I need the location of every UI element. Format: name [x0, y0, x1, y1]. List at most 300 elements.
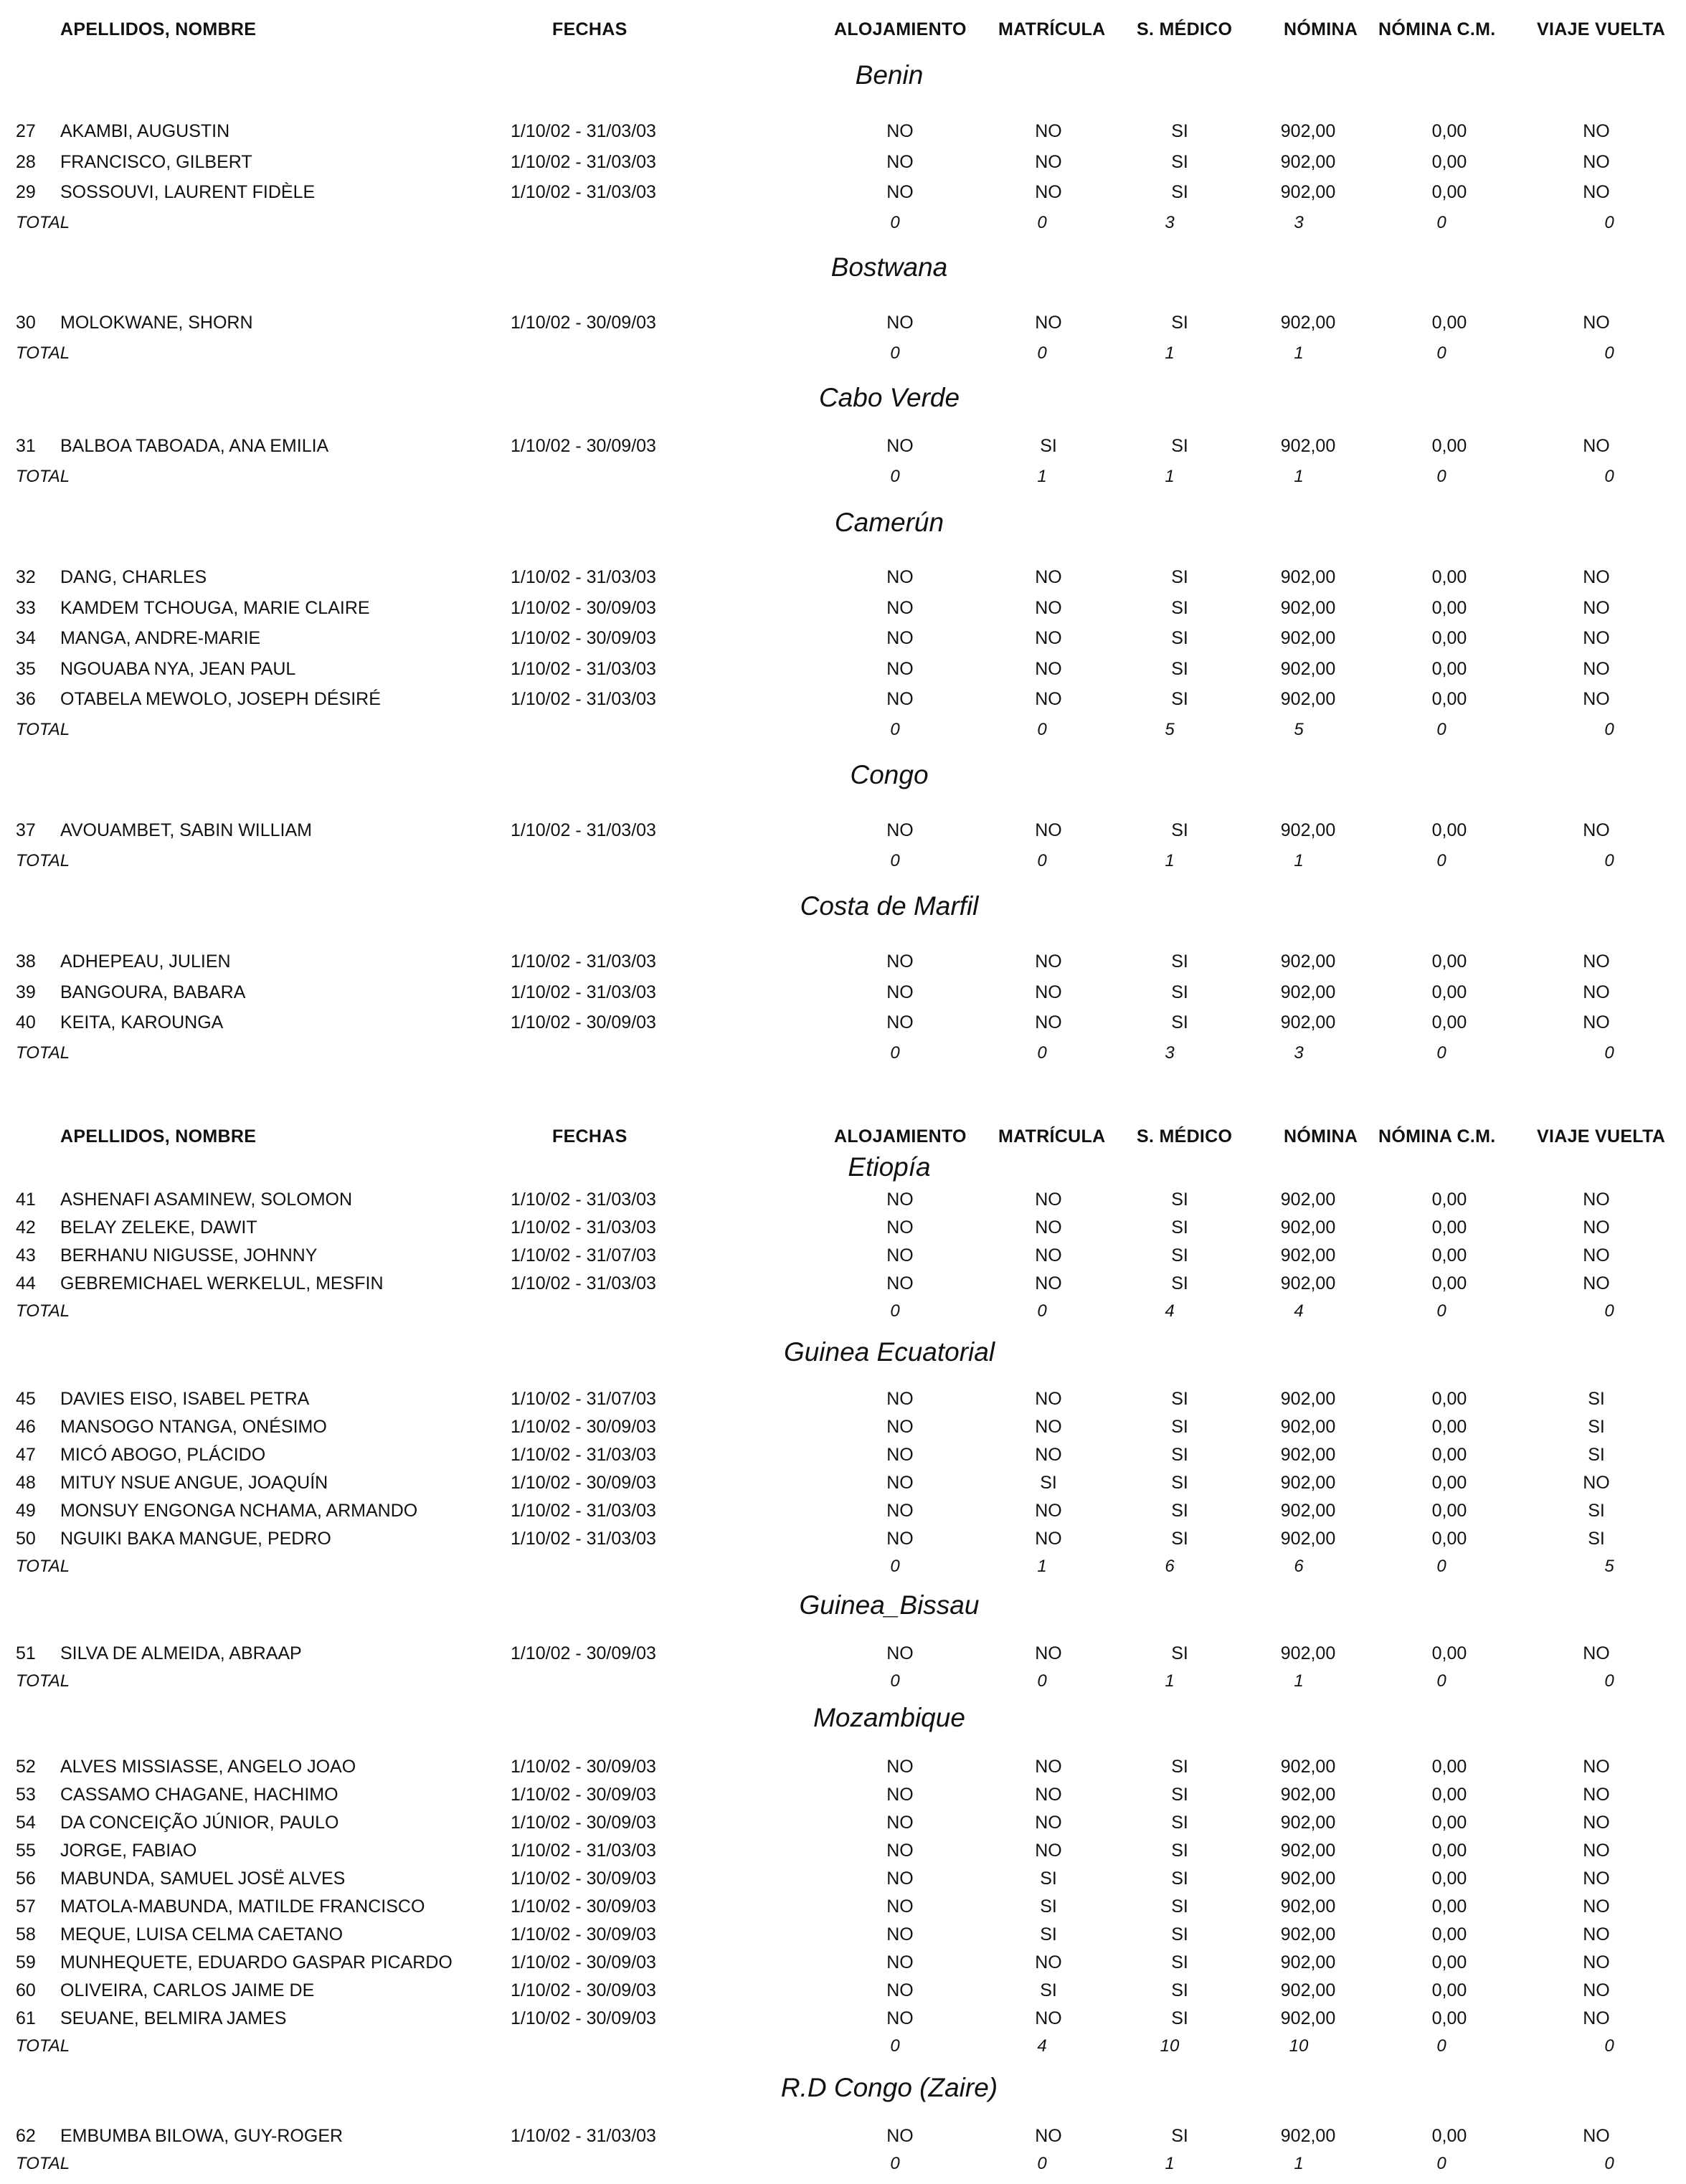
person-name: ALVES MISSIASSE, ANGELO JOAO: [60, 1757, 356, 1777]
nomina-total: 10: [1289, 2036, 1309, 2056]
total-row: [0, 1671, 1686, 1701]
s-medico-value: SI: [1171, 567, 1188, 587]
row-number: 54: [16, 1813, 36, 1833]
date-range: 1/10/02 - 30/09/03: [511, 1869, 656, 1889]
person-name: AVOUAMBET, SABIN WILLIAM: [60, 820, 313, 840]
matricula-total: 0: [1037, 1671, 1047, 1691]
row-number: 41: [16, 1190, 36, 1210]
matricula-value: SI: [1040, 1896, 1057, 1917]
nomina-cm-value: 0,00: [1431, 182, 1467, 202]
row-number: 43: [16, 1245, 36, 1266]
country-heading: [0, 1703, 1686, 1739]
nomina-value: 902,00: [1280, 1785, 1336, 1805]
nomina-cm-value: 0,00: [1431, 313, 1467, 333]
s-medico-value: SI: [1171, 1445, 1188, 1465]
nomina-cm-value: 0,00: [1431, 1190, 1467, 1210]
total-label: TOTAL: [16, 212, 70, 232]
table-row: [0, 1190, 1686, 1220]
table-row: [0, 121, 1686, 151]
s-medico-total: 1: [1165, 850, 1175, 870]
alojamiento-value: NO: [886, 182, 914, 202]
nomina-cm-value: 0,00: [1431, 1473, 1467, 1493]
person-name: BELAY ZELEKE, DAWIT: [60, 1217, 257, 1238]
nomina-total: 3: [1294, 1043, 1304, 1063]
row-number: 45: [16, 1389, 36, 1409]
total-label: TOTAL: [16, 466, 70, 486]
nomina-cm-value: 0,00: [1431, 951, 1467, 972]
alojamiento-value: NO: [886, 1813, 914, 1833]
header-viaje-vuelta: VIAJE VUELTA: [1537, 1126, 1666, 1146]
viaje-vuelta-value: NO: [1583, 182, 1610, 202]
s-medico-value: SI: [1171, 1980, 1188, 2000]
nomina-cm-value: 0,00: [1431, 628, 1467, 648]
row-number: 51: [16, 1643, 36, 1663]
nomina-value: 902,00: [1280, 1217, 1336, 1238]
total-row: [0, 1301, 1686, 1331]
nomina-value: 902,00: [1280, 658, 1336, 679]
nomina-cm-value: 0,00: [1431, 658, 1467, 679]
header-matricula: MATRÍCULA: [998, 19, 1106, 39]
nomina-value: 902,00: [1280, 597, 1336, 618]
person-name: NGUIKI BAKA MANGUE, PEDRO: [60, 1529, 331, 1549]
date-range: 1/10/02 - 30/09/03: [511, 436, 656, 456]
matricula-value: NO: [1035, 1529, 1062, 1549]
table-row: [0, 1445, 1686, 1475]
country-heading: [0, 1590, 1686, 1626]
person-name: MABUNDA, SAMUEL JOSË ALVES: [60, 1869, 346, 1889]
nomina-total: 1: [1294, 466, 1304, 486]
date-range: 1/10/02 - 30/09/03: [511, 1952, 656, 1972]
alojamiento-value: NO: [886, 1841, 914, 1861]
viaje-vuelta-value: NO: [1583, 658, 1610, 679]
matricula-value: NO: [1035, 1012, 1062, 1032]
nomina-value: 902,00: [1280, 820, 1336, 840]
viaje-vuelta-value: NO: [1583, 1980, 1610, 2000]
nomina-cm-total: 0: [1436, 2154, 1446, 2173]
viaje-vuelta-value: NO: [1583, 313, 1610, 333]
viaje-vuelta-value: NO: [1583, 1841, 1610, 1861]
matricula-total: 0: [1037, 212, 1047, 232]
row-number: 58: [16, 1924, 36, 1945]
row-number: 37: [16, 820, 36, 840]
alojamiento-value: NO: [886, 1785, 914, 1805]
nomina-cm-value: 0,00: [1431, 1757, 1467, 1777]
nomina-cm-value: 0,00: [1431, 2126, 1467, 2146]
nomina-value: 902,00: [1280, 436, 1336, 456]
matricula-value: NO: [1035, 2008, 1062, 2028]
s-medico-value: SI: [1171, 982, 1188, 1002]
table-row: [0, 1869, 1686, 1899]
alojamiento-value: NO: [886, 121, 914, 141]
person-name: MONSUY ENGONGA NCHAMA, ARMANDO: [60, 1501, 418, 1521]
alojamiento-value: NO: [886, 1952, 914, 1972]
header-s-medico: S. MÉDICO: [1137, 1126, 1233, 1146]
row-number: 28: [16, 151, 36, 172]
s-medico-value: SI: [1171, 1896, 1188, 1917]
date-range: 1/10/02 - 30/09/03: [511, 2008, 656, 2028]
table-row: [0, 1245, 1686, 1276]
alojamiento-value: NO: [886, 313, 914, 333]
alojamiento-value: NO: [886, 151, 914, 172]
row-number: 30: [16, 313, 36, 333]
country-name: Mozambique: [813, 1703, 965, 1732]
alojamiento-value: NO: [886, 658, 914, 679]
country-name: Guinea Ecuatorial: [783, 1337, 995, 1367]
nomina-cm-total: 0: [1436, 466, 1446, 486]
s-medico-value: SI: [1171, 436, 1188, 456]
row-number: 48: [16, 1473, 36, 1493]
viaje-vuelta-value: NO: [1583, 1785, 1610, 1805]
person-name: OLIVEIRA, CARLOS JAIME DE: [60, 1980, 315, 2000]
row-number: 42: [16, 1217, 36, 1238]
table-row: [0, 1757, 1686, 1787]
date-range: 1/10/02 - 31/03/03: [511, 1529, 656, 1549]
matricula-total: 1: [1037, 1557, 1047, 1576]
table-row: [0, 313, 1686, 343]
row-number: 31: [16, 436, 36, 456]
nomina-cm-total: 0: [1436, 1671, 1446, 1691]
alojamiento-value: NO: [886, 1924, 914, 1945]
alojamiento-value: NO: [886, 1245, 914, 1266]
viaje-vuelta-value: NO: [1583, 1190, 1610, 1210]
nomina-cm-value: 0,00: [1431, 436, 1467, 456]
nomina-cm-value: 0,00: [1431, 1273, 1467, 1293]
s-medico-total: 5: [1165, 719, 1175, 739]
viaje-vuelta-value: NO: [1583, 2008, 1610, 2028]
header-fechas: FECHAS: [552, 19, 627, 39]
table-row: [0, 1473, 1686, 1503]
alojamiento-total: 0: [890, 1557, 900, 1576]
viaje-vuelta-value: NO: [1583, 820, 1610, 840]
date-range: 1/10/02 - 31/03/03: [511, 1445, 656, 1465]
alojamiento-total: 0: [890, 719, 900, 739]
total-label: TOTAL: [16, 2154, 70, 2173]
total-row: [0, 1043, 1686, 1073]
table-row: [0, 982, 1686, 1012]
row-number: 50: [16, 1529, 36, 1549]
viaje-vuelta-total: 0: [1604, 2154, 1614, 2173]
nomina-cm-value: 0,00: [1431, 1445, 1467, 1465]
date-range: 1/10/02 - 31/03/03: [511, 1190, 656, 1210]
viaje-vuelta-value: SI: [1588, 1417, 1605, 1437]
date-range: 1/10/02 - 30/09/03: [511, 1924, 656, 1945]
alojamiento-total: 0: [890, 466, 900, 486]
nomina-cm-value: 0,00: [1431, 1869, 1467, 1889]
nomina-value: 902,00: [1280, 2126, 1336, 2146]
date-range: 1/10/02 - 30/09/03: [511, 1417, 656, 1437]
nomina-value: 902,00: [1280, 1643, 1336, 1663]
matricula-value: NO: [1035, 820, 1062, 840]
viaje-vuelta-value: NO: [1583, 121, 1610, 141]
viaje-vuelta-total: 0: [1604, 1301, 1614, 1321]
viaje-vuelta-value: NO: [1583, 1757, 1610, 1777]
date-range: 1/10/02 - 31/03/03: [511, 820, 656, 840]
table-row: [0, 1841, 1686, 1871]
s-medico-value: SI: [1171, 182, 1188, 202]
viaje-vuelta-value: NO: [1583, 2126, 1610, 2146]
s-medico-value: SI: [1171, 628, 1188, 648]
nomina-value: 902,00: [1280, 1445, 1336, 1465]
header-alojamiento: ALOJAMIENTO: [834, 19, 967, 39]
total-label: TOTAL: [16, 1557, 70, 1576]
row-number: 53: [16, 1785, 36, 1805]
table-row: [0, 182, 1686, 212]
s-medico-value: SI: [1171, 1952, 1188, 1972]
row-number: 47: [16, 1445, 36, 1465]
date-range: 1/10/02 - 31/03/03: [511, 1217, 656, 1238]
table-row: [0, 152, 1686, 182]
nomina-cm-total: 0: [1436, 719, 1446, 739]
nomina-value: 902,00: [1280, 1813, 1336, 1833]
nomina-value: 902,00: [1280, 1869, 1336, 1889]
viaje-vuelta-value: NO: [1583, 689, 1610, 709]
s-medico-value: SI: [1171, 1245, 1188, 1266]
nomina-cm-total: 0: [1436, 343, 1446, 363]
alojamiento-value: NO: [886, 689, 914, 709]
alojamiento-value: NO: [886, 1190, 914, 1210]
nomina-total: 5: [1294, 719, 1304, 739]
s-medico-value: SI: [1171, 597, 1188, 618]
header-viaje-vuelta: VIAJE VUELTA: [1537, 19, 1666, 39]
matricula-value: NO: [1035, 658, 1062, 679]
nomina-cm-value: 0,00: [1431, 1896, 1467, 1917]
matricula-value: NO: [1035, 121, 1062, 141]
alojamiento-total: 0: [890, 2154, 900, 2173]
country-heading: [0, 2073, 1686, 2109]
s-medico-total: 3: [1165, 1043, 1175, 1063]
header-nomina: NÓMINA: [1284, 19, 1358, 39]
country-name: Guinea_Bissau: [799, 1590, 980, 1620]
viaje-vuelta-value: NO: [1583, 951, 1610, 972]
header-nomina: NÓMINA: [1284, 1126, 1358, 1146]
s-medico-value: SI: [1171, 121, 1188, 141]
nomina-cm-value: 0,00: [1431, 597, 1467, 618]
date-range: 1/10/02 - 30/09/03: [511, 313, 656, 333]
viaje-vuelta-value: NO: [1583, 1273, 1610, 1293]
country-heading: [0, 383, 1686, 419]
date-range: 1/10/02 - 30/09/03: [511, 1785, 656, 1805]
matricula-value: NO: [1035, 1417, 1062, 1437]
table-row: [0, 1785, 1686, 1815]
row-number: 40: [16, 1012, 36, 1032]
nomina-value: 902,00: [1280, 628, 1336, 648]
matricula-value: SI: [1040, 1869, 1057, 1889]
date-range: 1/10/02 - 31/03/03: [511, 1501, 656, 1521]
country-name: R.D Congo (Zaire): [780, 2073, 998, 2102]
s-medico-total: 1: [1165, 1671, 1175, 1691]
person-name: BANGOURA, BABARA: [60, 982, 246, 1002]
date-range: 1/10/02 - 30/09/03: [511, 1643, 656, 1663]
alojamiento-value: NO: [886, 628, 914, 648]
viaje-vuelta-value: NO: [1583, 1896, 1610, 1917]
country-heading: [0, 1337, 1686, 1373]
viaje-vuelta-value: NO: [1583, 1643, 1610, 1663]
nomina-value: 902,00: [1280, 567, 1336, 587]
country-heading: [0, 252, 1686, 288]
s-medico-value: SI: [1171, 1869, 1188, 1889]
nomina-cm-value: 0,00: [1431, 1529, 1467, 1549]
person-name: OTABELA MEWOLO, JOSEPH DÉSIRÉ: [60, 689, 381, 709]
country-name: Etiopía: [848, 1152, 931, 1182]
country-heading: [0, 508, 1686, 543]
s-medico-value: SI: [1171, 1813, 1188, 1833]
nomina-value: 902,00: [1280, 1245, 1336, 1266]
s-medico-value: SI: [1171, 820, 1188, 840]
s-medico-total: 4: [1165, 1301, 1175, 1321]
date-range: 1/10/02 - 30/09/03: [511, 1896, 656, 1917]
person-name: SOSSOUVI, LAURENT FIDÈLE: [60, 182, 316, 202]
nomina-total: 3: [1294, 212, 1304, 232]
matricula-total: 4: [1037, 2036, 1047, 2056]
matricula-value: NO: [1035, 1813, 1062, 1833]
nomina-value: 902,00: [1280, 1757, 1336, 1777]
date-range: 1/10/02 - 31/03/03: [511, 982, 656, 1002]
alojamiento-value: NO: [886, 1757, 914, 1777]
matricula-total: 0: [1037, 850, 1047, 870]
header-fechas: FECHAS: [552, 1126, 627, 1146]
matricula-value: NO: [1035, 567, 1062, 587]
row-number: 55: [16, 1841, 36, 1861]
nomina-cm-value: 0,00: [1431, 689, 1467, 709]
nomina-cm-value: 0,00: [1431, 1813, 1467, 1833]
matricula-value: NO: [1035, 1190, 1062, 1210]
total-label: TOTAL: [16, 1301, 70, 1321]
s-medico-value: SI: [1171, 1757, 1188, 1777]
date-range: 1/10/02 - 30/09/03: [511, 1473, 656, 1493]
nomina-cm-value: 0,00: [1431, 982, 1467, 1002]
matricula-value: NO: [1035, 1501, 1062, 1521]
nomina-total: 6: [1294, 1557, 1304, 1576]
table-row: [0, 1924, 1686, 1955]
person-name: MATOLA-MABUNDA, MATILDE FRANCISCO: [60, 1896, 425, 1917]
s-medico-value: SI: [1171, 1785, 1188, 1805]
viaje-vuelta-total: 0: [1604, 466, 1614, 486]
total-row: [0, 213, 1686, 243]
viaje-vuelta-value: NO: [1583, 1245, 1610, 1266]
matricula-value: NO: [1035, 982, 1062, 1002]
total-row: [0, 343, 1686, 374]
nomina-cm-value: 0,00: [1431, 1501, 1467, 1521]
s-medico-value: SI: [1171, 689, 1188, 709]
row-number: 35: [16, 658, 36, 679]
alojamiento-value: NO: [886, 1445, 914, 1465]
table-row: [0, 1217, 1686, 1248]
table-row: [0, 1896, 1686, 1927]
date-range: 1/10/02 - 31/03/03: [511, 658, 656, 679]
viaje-vuelta-value: NO: [1583, 1952, 1610, 1972]
person-name: MOLOKWANE, SHORN: [60, 313, 253, 333]
header-name: APELLIDOS, NOMBRE: [60, 1126, 257, 1146]
person-name: DANG, CHARLES: [60, 567, 207, 587]
date-range: 1/10/02 - 31/03/03: [511, 2126, 656, 2146]
date-range: 1/10/02 - 30/09/03: [511, 1980, 656, 2000]
nomina-total: 1: [1294, 343, 1304, 363]
header-alojamiento: ALOJAMIENTO: [834, 1126, 967, 1146]
date-range: 1/10/02 - 31/03/03: [511, 182, 656, 202]
nomina-total: 1: [1294, 2154, 1304, 2173]
s-medico-value: SI: [1171, 151, 1188, 172]
viaje-vuelta-value: NO: [1583, 436, 1610, 456]
person-name: MITUY NSUE ANGUE, JOAQUÍN: [60, 1473, 328, 1493]
header-name: APELLIDOS, NOMBRE: [60, 19, 257, 39]
row-number: 27: [16, 121, 36, 141]
person-name: DAVIES EISO, ISABEL PETRA: [60, 1389, 310, 1409]
alojamiento-value: NO: [886, 597, 914, 618]
nomina-cm-value: 0,00: [1431, 567, 1467, 587]
nomina-value: 902,00: [1280, 982, 1336, 1002]
s-medico-value: SI: [1171, 1473, 1188, 1493]
table-row: [0, 628, 1686, 658]
row-number: 46: [16, 1417, 36, 1437]
matricula-value: SI: [1040, 436, 1057, 456]
row-number: 49: [16, 1501, 36, 1521]
matricula-value: NO: [1035, 1785, 1062, 1805]
date-range: 1/10/02 - 30/09/03: [511, 628, 656, 648]
table-row: [0, 1389, 1686, 1419]
matricula-value: NO: [1035, 951, 1062, 972]
nomina-total: 1: [1294, 850, 1304, 870]
person-name: FRANCISCO, GILBERT: [60, 151, 252, 172]
viaje-vuelta-value: NO: [1583, 1924, 1610, 1945]
nomina-cm-value: 0,00: [1431, 1841, 1467, 1861]
nomina-value: 902,00: [1280, 1980, 1336, 2000]
nomina-value: 902,00: [1280, 1012, 1336, 1032]
s-medico-value: SI: [1171, 1389, 1188, 1409]
viaje-vuelta-value: NO: [1583, 1813, 1610, 1833]
nomina-value: 902,00: [1280, 1841, 1336, 1861]
viaje-vuelta-total: 0: [1604, 1671, 1614, 1691]
matricula-value: NO: [1035, 1273, 1062, 1293]
table-row: [0, 436, 1686, 466]
nomina-cm-total: 0: [1436, 1557, 1446, 1576]
s-medico-value: SI: [1171, 313, 1188, 333]
s-medico-value: SI: [1171, 1643, 1188, 1663]
date-range: 1/10/02 - 31/03/03: [511, 151, 656, 172]
total-row: [0, 851, 1686, 881]
alojamiento-value: NO: [886, 982, 914, 1002]
row-number: 61: [16, 2008, 36, 2028]
alojamiento-value: NO: [886, 1273, 914, 1293]
s-medico-value: SI: [1171, 1529, 1188, 1549]
s-medico-value: SI: [1171, 1012, 1188, 1032]
nomina-value: 902,00: [1280, 1190, 1336, 1210]
nomina-value: 902,00: [1280, 689, 1336, 709]
nomina-value: 902,00: [1280, 1529, 1336, 1549]
viaje-vuelta-value: NO: [1583, 567, 1610, 587]
viaje-vuelta-value: NO: [1583, 1012, 1610, 1032]
matricula-value: NO: [1035, 1389, 1062, 1409]
person-name: MANSOGO NTANGA, ONÉSIMO: [60, 1417, 327, 1437]
nomina-value: 902,00: [1280, 951, 1336, 972]
alojamiento-value: NO: [886, 1389, 914, 1409]
person-name: BALBOA TABOADA, ANA EMILIA: [60, 436, 329, 456]
viaje-vuelta-total: 5: [1604, 1557, 1614, 1576]
date-range: 1/10/02 - 31/03/03: [511, 951, 656, 972]
matricula-value: NO: [1035, 1841, 1062, 1861]
matricula-value: NO: [1035, 1217, 1062, 1238]
matricula-total: 0: [1037, 719, 1047, 739]
s-medico-total: 1: [1165, 343, 1175, 363]
nomina-cm-value: 0,00: [1431, 1785, 1467, 1805]
nomina-cm-value: 0,00: [1431, 1643, 1467, 1663]
total-label: TOTAL: [16, 343, 70, 363]
nomina-value: 902,00: [1280, 1417, 1336, 1437]
column-header-row: [0, 19, 1686, 49]
total-label: TOTAL: [16, 850, 70, 870]
matricula-value: SI: [1040, 1980, 1057, 2000]
nomina-cm-value: 0,00: [1431, 1952, 1467, 1972]
row-number: 33: [16, 597, 36, 618]
